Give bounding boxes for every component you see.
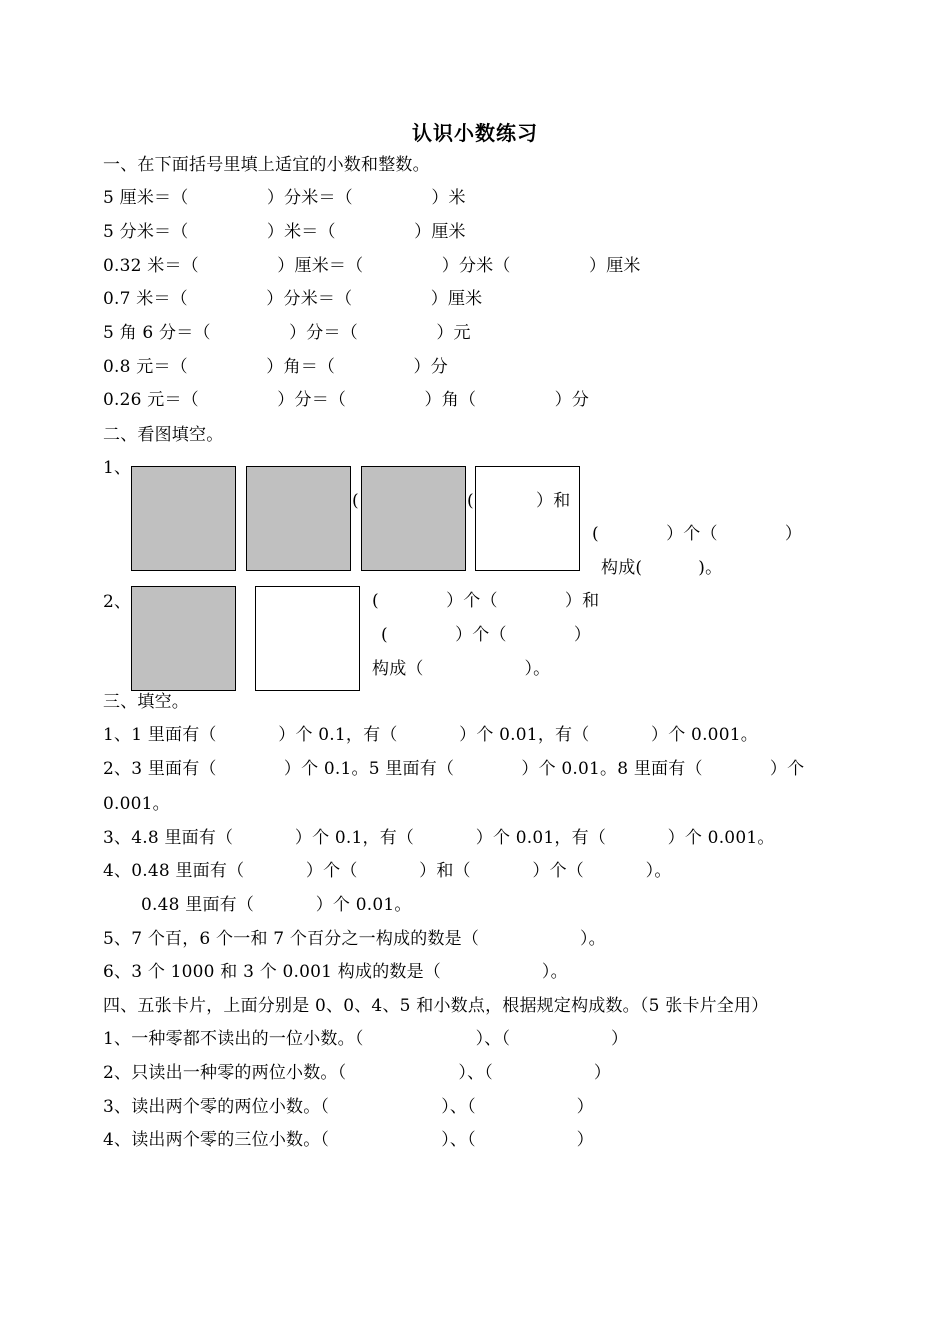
shaded-square bbox=[246, 466, 351, 571]
section-1-line: 0.26 元＝（ ）分＝（ ）角（ ）分 bbox=[103, 390, 590, 410]
section-3-line: 5、7 个百，6 个一和 7 个百分之一构成的数是（ ）。 bbox=[103, 929, 606, 949]
page-title: 认识小数练习 bbox=[412, 121, 538, 145]
question-2-number: 2、 bbox=[103, 592, 132, 612]
question-1-line-3: 构成( )。 bbox=[601, 558, 723, 578]
section-3-line: 4、0.48 里面有（ ）个（ ）和（ ）个（ ）。 bbox=[103, 861, 672, 881]
question-1-paren: ( bbox=[352, 491, 359, 511]
section-3-line: 6、3 个 1000 和 3 个 0.001 构成的数是（ ）。 bbox=[103, 962, 568, 982]
question-1-line-2: ( ）个（ ） bbox=[592, 524, 803, 544]
section-1-line: 0.7 米＝（ ）分米＝（ ）厘米 bbox=[103, 289, 483, 309]
section-3-line: 0.48 里面有（ ）个 0.01。 bbox=[141, 895, 412, 915]
section-1-line: 5 厘米＝（ ）分米＝（ ）米 bbox=[103, 188, 466, 208]
empty-square bbox=[255, 586, 360, 691]
section-4-line: 2、只读出一种零的两位小数。（ ）、（ ） bbox=[103, 1063, 612, 1083]
section-1-line: 5 分米＝（ ）米＝（ ）厘米 bbox=[103, 222, 466, 242]
section-1-heading: 一、在下面括号里填上适宜的小数和整数。 bbox=[103, 155, 430, 175]
question-2-line-3: 构成（ ）。 bbox=[372, 659, 551, 679]
section-4-heading: 四、五张卡片，上面分别是 0、0、4、5 和小数点，根据规定构成数。（5 张卡片全用） bbox=[103, 996, 769, 1016]
section-3-line: 3、4.8 里面有（ ）个 0.1，有（ ）个 0.01，有（ ）个 0.001。 bbox=[103, 828, 775, 848]
section-1-line: 0.32 米＝（ ）厘米＝（ ）分米（ ）厘米 bbox=[103, 256, 641, 276]
question-2-line-2: ( ）个（ ） bbox=[381, 625, 592, 645]
section-1-line: 0.8 元＝（ ）角＝（ ）分 bbox=[103, 357, 448, 377]
question-2-line-1: ( ）个（ ）和 bbox=[372, 591, 600, 611]
section-3-line: 2、3 里面有（ ）个 0.1。5 里面有（ ）个 0.01。8 里面有（ ）个 bbox=[103, 759, 805, 779]
question-1-line-1: ）和 bbox=[536, 491, 571, 511]
question-1-paren: ( bbox=[467, 491, 474, 511]
shaded-square bbox=[131, 586, 236, 691]
empty-square bbox=[475, 466, 580, 571]
section-3-line: 0.001。 bbox=[103, 794, 170, 814]
section-3-heading: 三、填空。 bbox=[103, 692, 189, 712]
shaded-square bbox=[361, 466, 466, 571]
shaded-square bbox=[131, 466, 236, 571]
question-1-number: 1、 bbox=[103, 458, 132, 478]
section-2-heading: 二、看图填空。 bbox=[103, 425, 224, 445]
section-3-line: 1、1 里面有（ ）个 0.1，有（ ）个 0.01，有（ ）个 0.001。 bbox=[103, 725, 758, 745]
section-4-line: 3、读出两个零的两位小数。（ ）、（ ） bbox=[103, 1097, 594, 1117]
section-4-line: 4、读出两个零的三位小数。（ ）、（ ） bbox=[103, 1130, 594, 1150]
section-4-line: 1、一种零都不读出的一位小数。（ ）、（ ） bbox=[103, 1029, 629, 1049]
section-1-line: 5 角 6 分＝（ ）分＝（ ）元 bbox=[103, 323, 471, 343]
